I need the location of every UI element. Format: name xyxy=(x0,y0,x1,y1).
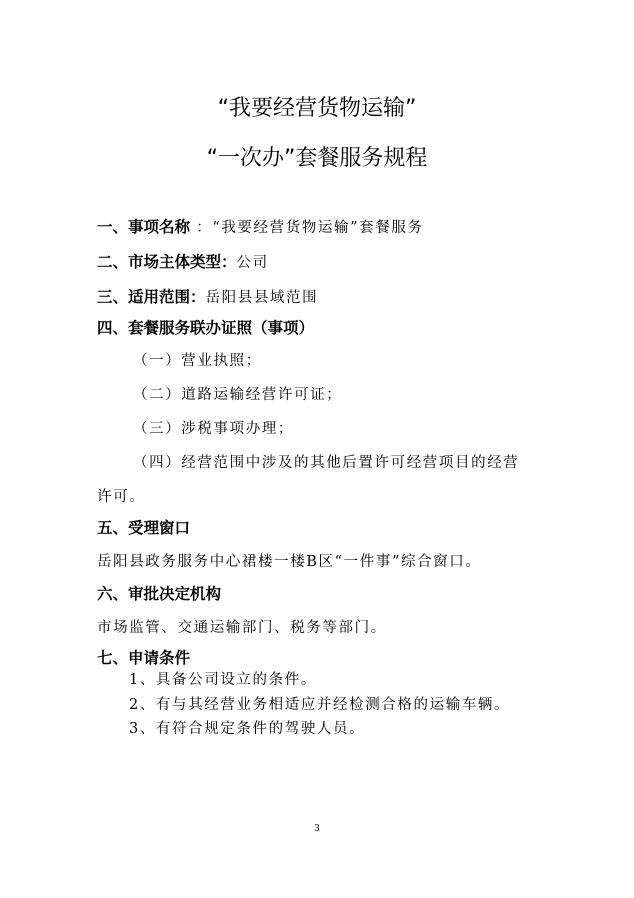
section-7-item-3: 3、有符合规定条件的驾驶人员。 xyxy=(129,721,366,737)
section-4-item-1: （一）营业执照； xyxy=(133,353,262,369)
section-3 xyxy=(97,287,318,308)
section-1-value: ：“我要经营货物运输”套餐服务 xyxy=(190,220,424,236)
section-2-heading: 二、市场主体类型： xyxy=(97,253,237,271)
section-6-heading: 六、审批决定机构 xyxy=(97,585,222,603)
section-6-text: 市场监管、交通运输部门、税务等部门。 xyxy=(97,620,387,636)
section-3-heading: 三、适用范围： xyxy=(97,288,206,306)
section-2 xyxy=(97,252,269,273)
section-4-item-4: （四）经营范围中涉及的其他后置许可经营项目的经营 xyxy=(133,455,520,471)
section-3-value: 岳阳县县域范围 xyxy=(205,290,319,306)
section-1 xyxy=(97,217,424,238)
section-2-value: 公司 xyxy=(236,255,269,271)
section-7-heading: 七、申请条件 xyxy=(97,649,191,667)
section-4-item-4-continuation: 许可。 xyxy=(97,489,146,505)
section-4-item-2: （二）道路运输经营许可证； xyxy=(133,387,343,403)
page-number: 3 xyxy=(314,824,320,834)
section-7-item-1: 1、具备公司设立的条件。 xyxy=(129,672,317,688)
section-4-item-3: （三）涉税事项办理； xyxy=(133,421,294,437)
section-7-item-2: 2、有与其经营业务相适应并经检测合格的运输车辆。 xyxy=(129,697,511,713)
document-title-line-2: “一次办”套餐服务规程 xyxy=(206,146,428,171)
document-title-line-1: “我要经营货物运输” xyxy=(217,96,417,121)
section-5-heading: 五、受理窗口 xyxy=(97,519,191,537)
section-1-heading: 一、事项名称 xyxy=(97,218,191,236)
section-5-text: 岳阳县政务服务中心裙楼一楼B区“一件事”综合窗口。 xyxy=(97,554,482,570)
section-4-heading: 四、套餐服务联办证照（事项） xyxy=(97,319,315,337)
